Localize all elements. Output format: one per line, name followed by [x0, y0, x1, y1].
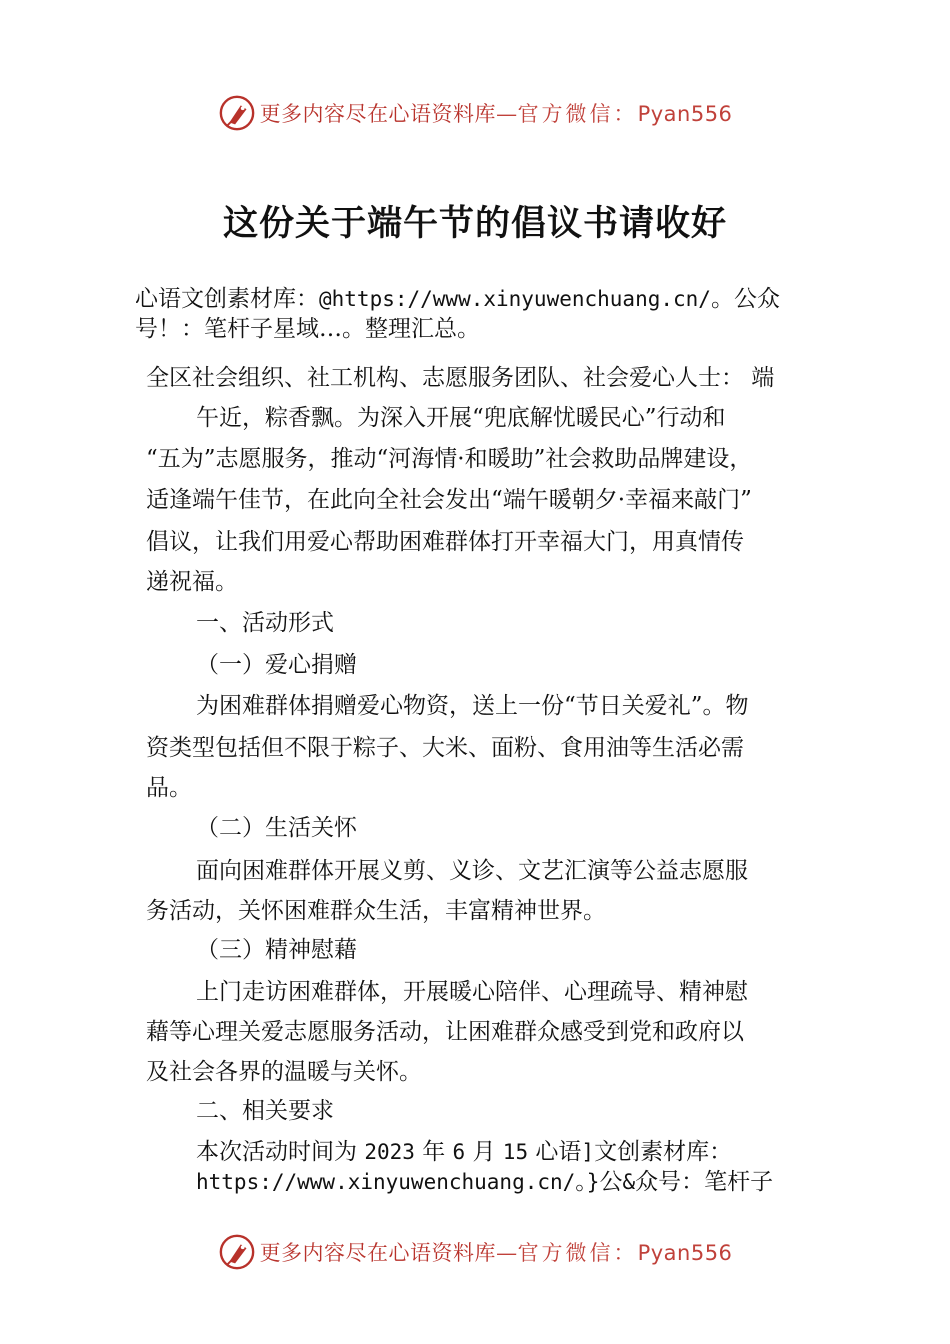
banner-wechat: 官方微信： — [517, 1241, 638, 1265]
footer-banner — [0, 1233, 950, 1271]
text-line: 午近，粽香飘。为深入开展“兜底解忧暖民心”行动和 — [196, 405, 726, 431]
text-line: 二、相关要求 — [196, 1098, 334, 1124]
text-line: 务活动，关怀困难群众生活，丰富精神世界。 — [146, 898, 606, 924]
text-line: 资类型包括但不限于粽子、大米、面粉、食用油等生活必需 — [146, 735, 744, 761]
text-line: 及社会各界的温暖与关怀。 — [146, 1059, 422, 1085]
text-line: 为困难群体捐赠爱心物资，送上一份“节日关爱礼”。物 — [196, 693, 749, 719]
banner-main: 更多内容尽在心语资料库 — [259, 1241, 497, 1265]
pen-nib-icon — [218, 1233, 256, 1271]
text-line: 适逢端午佳节，在此向全社会发出“端午暖朝夕·幸福来敲门” — [146, 487, 752, 513]
text-line: 本次活动时间为 2023 年 6 月 15 心语]文创素材库： — [196, 1139, 733, 1165]
text-line: 心语文创素材库：@https://www.xinyuwenchuang.cn/。公众 — [135, 286, 780, 312]
text-line: “五为”志愿服务，推动“河海情·和暖助”社会救助品牌建设， — [146, 446, 753, 472]
header-banner — [0, 94, 950, 132]
text-line: （一）爱心捐赠 — [196, 652, 357, 678]
text-line: （二）生活关怀 — [196, 815, 357, 841]
banner-text — [260, 1237, 733, 1267]
text-line: 倡议，让我们用爱心帮助困难群体打开幸福大门，用真情传 — [146, 529, 744, 555]
text-line: 上门走访困难群体，开展暖心陪伴、心理疏导、精神慰 — [196, 979, 748, 1005]
text-line: （三）精神慰藉 — [196, 937, 357, 963]
banner-wechat: 官方微信： — [517, 102, 638, 126]
pen-nib-icon — [218, 94, 256, 132]
banner-main: 更多内容尽在心语资料库 — [259, 102, 497, 126]
text-line: 递祝福。 — [146, 569, 238, 595]
banner-account: Pyan556 — [637, 1241, 733, 1265]
text-line: https://www.xinyuwenchuang.cn/。}公&众号：笔杆子 — [196, 1169, 774, 1195]
text-line: 号！：笔杆子星域…。整理汇总。 — [135, 316, 480, 342]
text-line: 全区社会组织、社工机构、志愿服务团队、社会爱心人士： 端 — [146, 365, 775, 391]
banner-account: Pyan556 — [637, 102, 733, 126]
banner-dash: — — [496, 102, 518, 126]
text-line: 藉等心理关爱志愿服务活动，让困难群众感受到党和政府以 — [146, 1019, 744, 1045]
banner-dash: — — [496, 1241, 518, 1265]
text-line: 品。 — [146, 775, 192, 801]
text-line: 一、活动形式 — [196, 610, 334, 636]
text-line: 面向困难群体开展义剪、义诊、文艺汇演等公益志愿服 — [196, 858, 748, 884]
document-title: 这份关于端午节的倡议书请收好 — [222, 203, 727, 244]
banner-text — [260, 98, 733, 128]
